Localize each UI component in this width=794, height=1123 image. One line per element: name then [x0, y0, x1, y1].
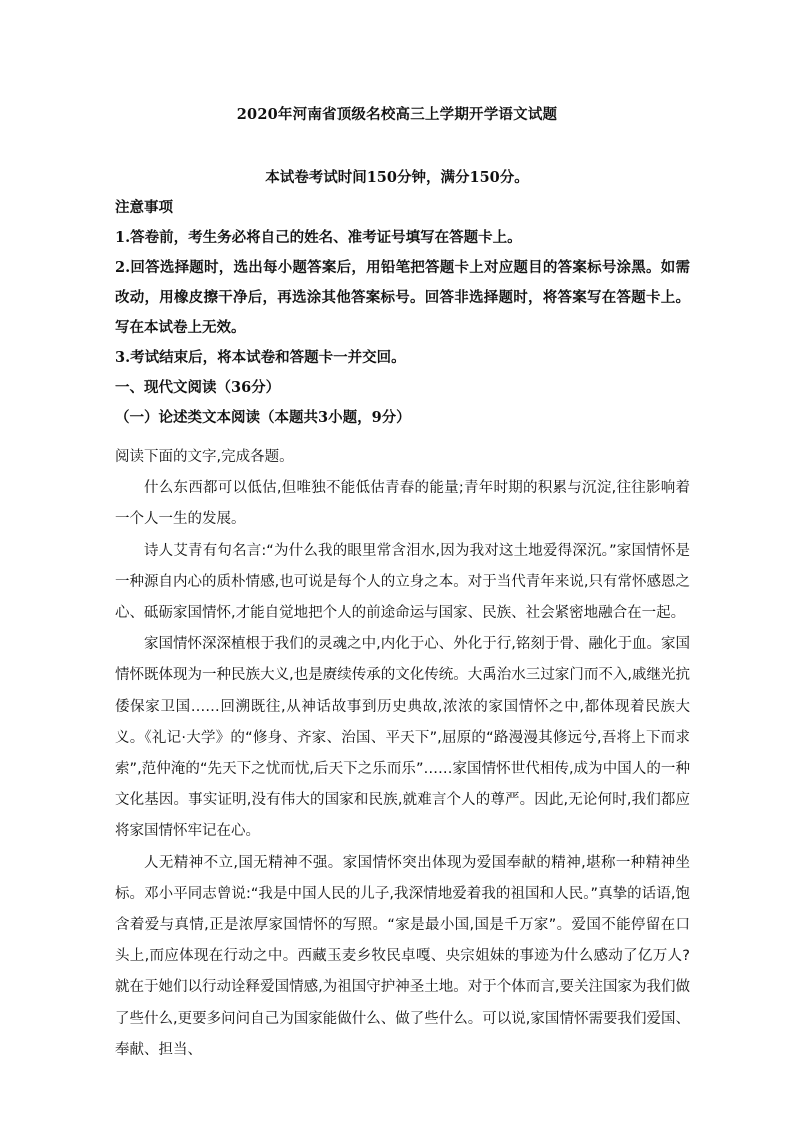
- passage-paragraph: 家国情怀深深植根于我们的灵魂之中,内化于心、外化于行,铭刻于骨、融化于血。家国情怀既体现为一种民族大义,也是赓续传承的文化传统。大禹治水三过家门而不入,戚继光抗倭保家卫国……回溯既往,从神话故事到历史典故,浓浓的家国情怀之中,都体现着民族大义。《礼记·大学》的“修身、齐家、治国、平天下”,屈原的“路漫漫其修远兮,吾将上下而求索”,范仲淹的“先天下之忧而忧,后天下之乐而乐”……家国情怀世代相传,成为中国人的一种文化基因。事实证明,没有伟大的国家和民族,就难言个人的尊严。因此,无论何时,我们都应将家国情怀牢记在心。: [115, 636, 690, 840]
- note-item: 1.答卷前，考生务必将自己的姓名、准考证号填写在答题卡上。: [115, 229, 522, 246]
- note-item: 3.考试结束后，将本试卷和答题卡一并交回。: [115, 349, 406, 366]
- section-subheading: （一）论述类文本阅读（本题共3小题，9分）: [115, 409, 411, 426]
- reading-passage: [115, 442, 690, 1066]
- passage-instruction: 阅读下面的文字,完成各题。: [115, 449, 294, 465]
- exam-time-info: 本试卷考试时间150分钟，满分150分。: [265, 169, 529, 186]
- page-title: 2020年河南省顶级名校高三上学期开学语文试题: [236, 106, 558, 123]
- notes-heading: 注意事项: [115, 199, 173, 216]
- section-heading: 一、现代文阅读（36分）: [115, 379, 281, 396]
- passage-paragraph: 诗人艾青有句名言:“为什么我的眼里常含泪水,因为我对这土地爱得深沉。”家国情怀是一种源自内心的质朴情感,也可说是每个人的立身之本。对于当代青年来说,只有常怀感恩之心、砥砺家国情怀,才能自觉地把个人的前途命运与国家、民族、社会紧密地融合在一起。: [115, 542, 690, 622]
- passage-paragraph: 人无精神不立,国无精神不强。家国情怀突出体现为爱国奉献的精神,堪称一种精神坐标。邓小平同志曾说:“我是中国人民的儿子,我深情地爱着我的祖国和人民。”真挚的话语,饱含着爱与真情,正是浓厚家国情怀的写照。“家是最小国,国是千万家”。爱国不能停留在口头上,而应体现在行动之中。西藏玉麦乡牧民卓嘎、央宗姐妹的事迹为什么感动了亿万人?就在于她们以行动诠释爱国情感,为祖国守护神圣土地。对于个体而言,要关注国家为我们做了些什么,更要多问问自己为国家能做什么、做了些什么。可以说,家国情怀需要我们爱国、奉献、担当、: [115, 854, 690, 1058]
- notes-section: [115, 193, 690, 433]
- passage-paragraph: 什么东西都可以低估,但唯独不能低估青春的能量;青年时期的积累与沉淀,往往影响着一个人一生的发展。: [115, 480, 690, 528]
- note-item: 2.回答选择题时，选出每小题答案后，用铅笔把答题卡上对应题目的答案标号涂黑。如需改动，用橡皮擦干净后，再选涂其他答案标号。回答非选择题时，将答案写在答题卡上。写在本试卷上无效。: [115, 259, 690, 336]
